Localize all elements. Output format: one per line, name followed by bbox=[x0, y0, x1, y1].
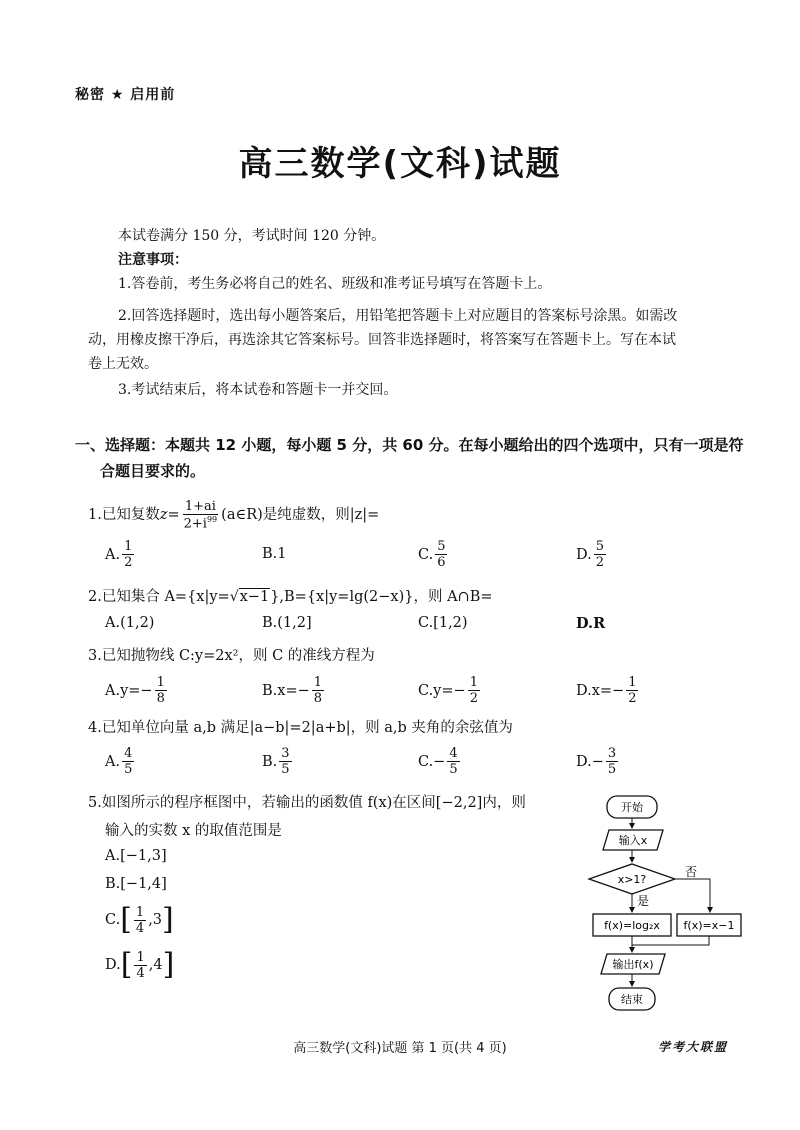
q1-numerator: 1+ai bbox=[184, 499, 216, 514]
question-5-line-1: 5.如图所示的程序框图中，若输出的函数值 f(x)在区间[−2,2]内，则 bbox=[88, 795, 526, 811]
q5-option-d: D. [ $\frac{1}{4}$ ,4 ] bbox=[105, 947, 175, 982]
q1-option-a: A. $\frac{1}{2}$ bbox=[105, 539, 133, 570]
q1-exponent: 99 bbox=[206, 515, 218, 524]
q2-option-a: A.(1,2) bbox=[105, 615, 155, 631]
q3-option-b: B.x=− $\frac{1}{8}$ bbox=[262, 675, 323, 706]
q1-option-c: C. $\frac{5}{6}$ bbox=[418, 539, 446, 570]
q1-condition: (a∈R)是纯虚数，则|z|= bbox=[221, 507, 380, 524]
q4-option-d: D.− $\frac{3}{5}$ bbox=[576, 746, 617, 777]
section-1-heading-line-1: 一、选择题：本题共 12 小题，每小题 5 分，共 60 分。在每小题给出的四个选项中，只有一项是符 bbox=[75, 436, 744, 454]
flow-decision-label: x>1? bbox=[617, 873, 647, 886]
notice-2-line-2: 动，用橡皮擦干净后，再选涂其它答案标号。回答非选择题时，将答案写在答题卡上。写在本试 bbox=[88, 332, 676, 348]
section-1-heading-line-2: 合题目要求的。 bbox=[100, 462, 206, 480]
q4-option-c: C.− $\frac{4}{5}$ bbox=[418, 746, 458, 777]
exam-info: 本试卷满分 150 分，考试时间 120 分钟。 bbox=[118, 228, 386, 244]
flow-output-label: 输出f(x) bbox=[612, 958, 654, 971]
q1-option-b: B.1 bbox=[262, 546, 287, 562]
flow-start-label: 开始 bbox=[621, 801, 643, 814]
program-flowchart bbox=[585, 790, 745, 1015]
q2-option-d: D.R bbox=[576, 615, 606, 632]
q1-prefix: 1.已知复数 bbox=[88, 507, 160, 524]
q5-option-a: A.[−1,3] bbox=[105, 848, 167, 864]
q1-option-d: D. $\frac{5}{2}$ bbox=[576, 539, 604, 570]
question-5-line-2: 输入的实数 x 的取值范围是 bbox=[105, 823, 282, 839]
q5-option-c: C. [ $\frac{1}{4}$ ,3 ] bbox=[105, 902, 174, 937]
q1-fraction bbox=[182, 500, 220, 530]
secret-header: 秘密 ★ 启用前 bbox=[75, 87, 176, 103]
q4-option-b: B. $\frac{3}{5}$ bbox=[262, 746, 290, 777]
question-3: 3.已知抛物线 C:y=2x²，则 C 的准线方程为 bbox=[88, 648, 375, 664]
q2-option-c: C.[1,2) bbox=[418, 615, 468, 631]
notice-2-line-1: 2.回答选择题时，选出每小题答案后，用铅笔把答题卡上对应题目的答案标号涂黑。如需改 bbox=[118, 308, 678, 324]
q4-option-a: A. $\frac{4}{5}$ bbox=[105, 746, 133, 777]
question-2: 2.已知集合 A={x|y=√x−1},B={x|y=lg(2−x)}，则 A∩B= bbox=[88, 589, 493, 605]
q3-option-d: D.x=− $\frac{1}{2}$ bbox=[576, 675, 637, 706]
flow-yes-label: 是 bbox=[637, 894, 650, 908]
q1-var: z bbox=[159, 507, 168, 524]
notice-title: 注意事项： bbox=[118, 252, 188, 268]
flow-linear-label: f(x)=x−1 bbox=[683, 919, 735, 932]
q1-denominator: $2+i^{99}$ bbox=[183, 515, 218, 532]
publisher-logo: 学考大联盟 bbox=[658, 1040, 729, 1054]
flow-log-label: f(x)=log₂x bbox=[604, 919, 660, 932]
q3-option-c: C.y=− $\frac{1}{2}$ bbox=[418, 675, 478, 706]
notice-1: 1.答卷前，考生务必将自己的姓名、班级和准考证号填写在答题卡上。 bbox=[118, 276, 552, 292]
question-1 bbox=[88, 500, 379, 530]
page-footer: 高三数学(文科)试题 第 1 页(共 4 页) bbox=[293, 1041, 507, 1056]
question-4: 4.已知单位向量 a,b 满足|a−b|=2|a+b|，则 a,b 夹角的余弦值为 bbox=[88, 720, 513, 736]
flow-input-label: 输入x bbox=[618, 834, 648, 847]
q2-option-b: B.(1,2] bbox=[262, 615, 312, 631]
notice-3: 3.考试结束后，将本试卷和答题卡一并交回。 bbox=[118, 382, 398, 398]
q1-eq: = bbox=[167, 507, 180, 524]
flow-no-label: 否 bbox=[685, 865, 698, 879]
q3-option-a: A.y=− $\frac{1}{8}$ bbox=[105, 675, 165, 706]
q2-sqrt: x−1 bbox=[239, 589, 270, 605]
flow-end-label: 结束 bbox=[621, 993, 643, 1006]
notice-2-line-3: 卷上无效。 bbox=[88, 356, 158, 372]
page-title: 高三数学(文科)试题 bbox=[238, 144, 562, 184]
q5-option-b: B.[−1,4] bbox=[105, 876, 167, 892]
